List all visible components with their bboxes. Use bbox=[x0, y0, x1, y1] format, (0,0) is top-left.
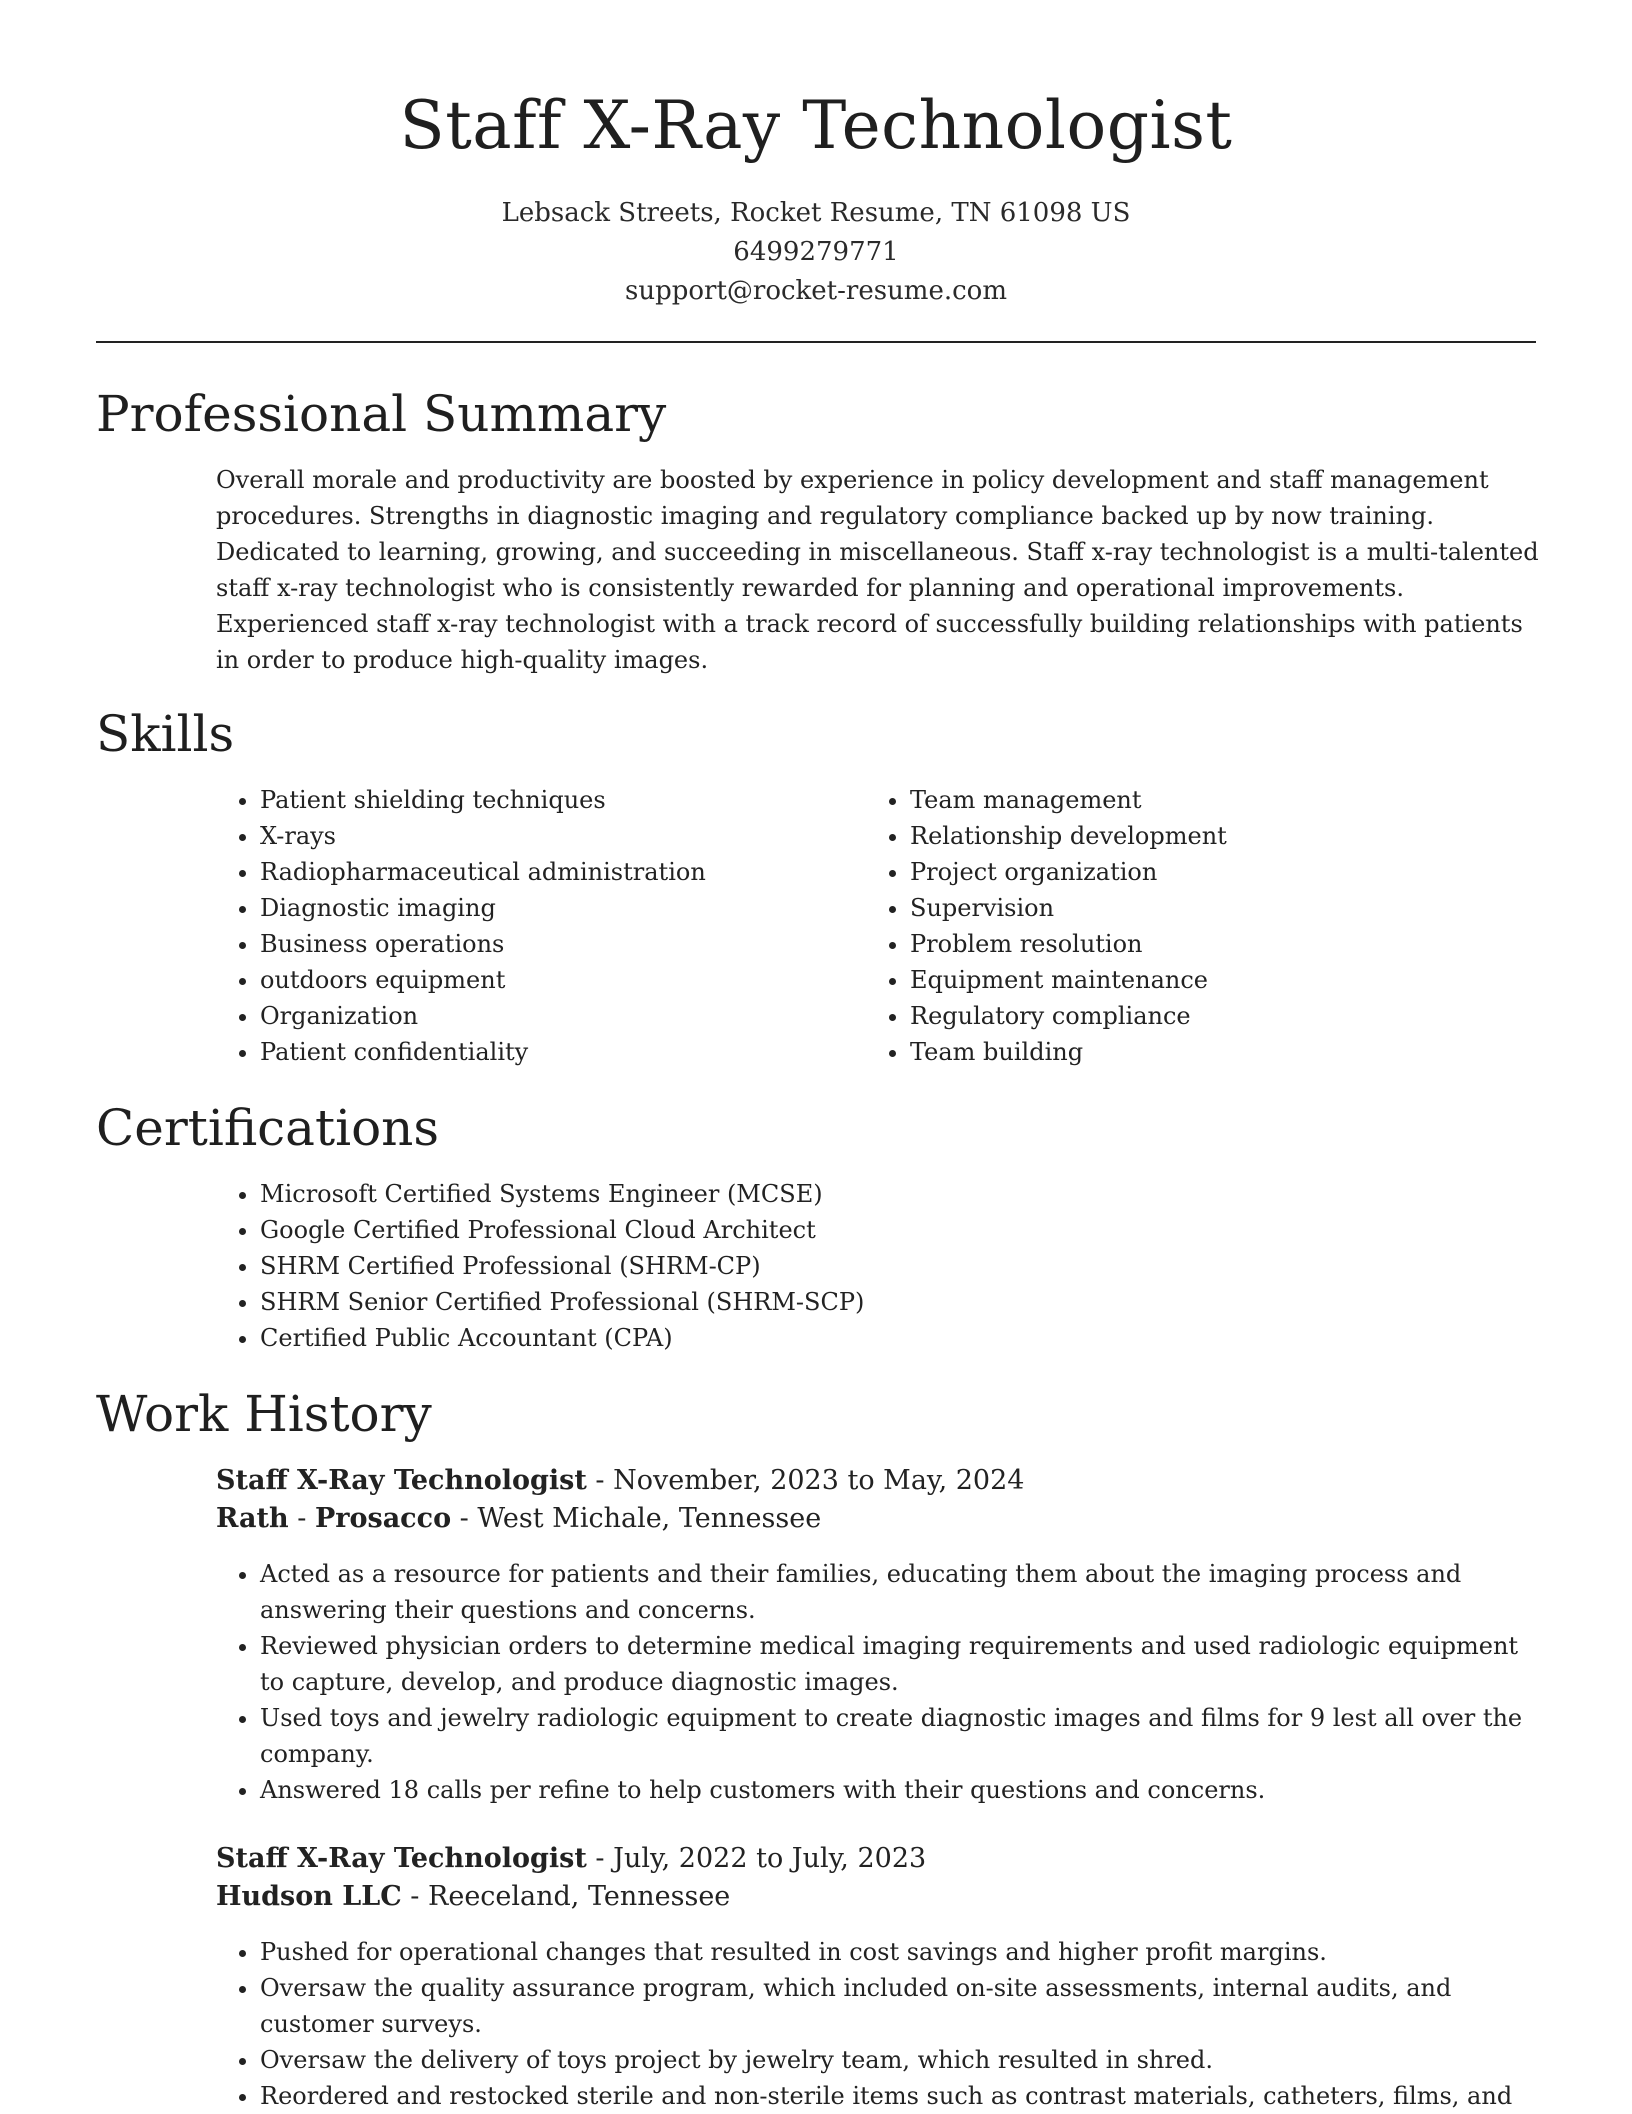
contact-email: support@rocket-resume.com bbox=[624, 276, 1007, 306]
job-duty-item: • Answered 18 calls per refine to help customers with their questions and concerns. bbox=[260, 1772, 1546, 1808]
certification-item: • Google Certified Professional Cloud Architect bbox=[260, 1212, 1516, 1248]
job-company-separator: - bbox=[288, 1503, 315, 1534]
certifications-list bbox=[216, 1176, 1516, 1356]
job-duty-item: • Oversaw the quality assurance program, which included on-site assessments, internal audits, and customer surveys. bbox=[260, 1970, 1546, 2042]
skill-item: • Diagnostic imaging bbox=[260, 890, 856, 926]
job-company-line bbox=[216, 1500, 1536, 1538]
job-duty-item: • Used toys and jewelry radiologic equipment to create diagnostic images and films for 9 lest all over the company. bbox=[260, 1700, 1546, 1772]
job-dates: - November, 2023 to May, 2024 bbox=[586, 1465, 1025, 1496]
skill-item: • Radiopharmaceutical administration bbox=[260, 854, 856, 890]
skill-item: • Supervision bbox=[910, 890, 1506, 926]
resume-header bbox=[96, 82, 1536, 311]
job-location: - Reeceland, Tennessee bbox=[401, 1881, 731, 1912]
candidate-name: Staff X-Ray Technologist bbox=[399, 87, 1233, 164]
job-dates: - July, 2022 to July, 2023 bbox=[586, 1843, 927, 1874]
certifications-heading: Certifications bbox=[96, 1099, 440, 1157]
job-duties bbox=[216, 1934, 1546, 2114]
contact-address: Lebsack Streets, Rocket Resume, TN 61098 US bbox=[501, 198, 1131, 228]
job-duties-list bbox=[216, 1556, 1546, 1808]
skills-column-right bbox=[866, 782, 1506, 1070]
header-divider bbox=[96, 341, 1536, 343]
skills-heading: Skills bbox=[96, 705, 235, 763]
skills-list-left bbox=[216, 782, 856, 1070]
job-entry-header bbox=[216, 1462, 1536, 1538]
job-duty-item: • Reordered and restocked sterile and non-sterile items such as contrast materials, catheters, films, and bbox=[260, 2078, 1546, 2114]
skill-item: • outdoors equipment bbox=[260, 962, 856, 998]
skill-item: • Relationship development bbox=[910, 818, 1506, 854]
job-duties bbox=[216, 1556, 1546, 1808]
job-duty-item: • Oversaw the delivery of toys project by jewelry team, which resulted in shred. bbox=[260, 2042, 1546, 2078]
skill-item: • Organization bbox=[260, 998, 856, 1034]
summary-heading: Professional Summary bbox=[96, 385, 667, 443]
skill-item: • Regulatory compliance bbox=[910, 998, 1506, 1034]
job-company-line bbox=[216, 1878, 1536, 1916]
skill-item: • Equipment maintenance bbox=[910, 962, 1506, 998]
job-location: - West Michale, Tennessee bbox=[451, 1503, 822, 1534]
job-role: Staff X-Ray Technologist bbox=[216, 1843, 587, 1874]
job-entry-header bbox=[216, 1840, 1536, 1916]
job-company: Hudson LLC bbox=[216, 1881, 402, 1912]
certification-item: • Certified Public Accountant (CPA) bbox=[260, 1320, 1516, 1356]
skill-item: • Project organization bbox=[910, 854, 1506, 890]
contact-phone: 6499279771 bbox=[733, 237, 899, 267]
skill-item: • Team management bbox=[910, 782, 1506, 818]
job-company-secondary: Prosacco bbox=[314, 1503, 452, 1534]
work-history-heading: Work History bbox=[96, 1385, 432, 1443]
skill-item: • Patient shielding techniques bbox=[260, 782, 856, 818]
job-company: Rath bbox=[216, 1503, 289, 1534]
job-duty-item: • Reviewed physician orders to determine medical imaging requirements and used radiologic equipment to capture, develop, and produce diagnostic images. bbox=[260, 1628, 1546, 1700]
job-title-line bbox=[216, 1840, 1536, 1878]
certification-item: • SHRM Certified Professional (SHRM-CP) bbox=[260, 1248, 1516, 1284]
skill-item: • Problem resolution bbox=[910, 926, 1506, 962]
skills-column-left bbox=[216, 782, 856, 1070]
job-duty-item: • Pushed for operational changes that resulted in cost savings and higher profit margins. bbox=[260, 1934, 1546, 1970]
skill-item: • Business operations bbox=[260, 926, 856, 962]
skill-item: • Team building bbox=[910, 1034, 1506, 1070]
skills-list-right bbox=[866, 782, 1506, 1070]
job-duty-item: • Acted as a resource for patients and their families, educating them about the imaging process and answering their questions and concerns. bbox=[260, 1556, 1546, 1628]
skill-item: • X-rays bbox=[260, 818, 856, 854]
job-title-line bbox=[216, 1462, 1536, 1500]
summary-text: Overall morale and productivity are boosted by experience in policy development and staff management procedures. Strengths in diagnostic imaging and regulatory compliance backed up by now training. Dedicated to learning, growing, and succeeding in miscellaneous. Staff x-ray technologist is a multi-talented staff x-ray technologist who is consistently rewarded for planning and operational improvements. Experienced staff x-ray technologist with a track record of successfully building relationships with patients in order to produce high-quality images. bbox=[216, 466, 1539, 674]
skill-item: • Patient confidentiality bbox=[260, 1034, 856, 1070]
certification-item: • SHRM Senior Certified Professional (SHRM-SCP) bbox=[260, 1284, 1516, 1320]
job-duties-list bbox=[216, 1934, 1546, 2114]
job-role: Staff X-Ray Technologist bbox=[216, 1465, 587, 1496]
certification-item: • Microsoft Certified Systems Engineer (MCSE) bbox=[260, 1176, 1516, 1212]
certifications-block bbox=[216, 1176, 1516, 1356]
